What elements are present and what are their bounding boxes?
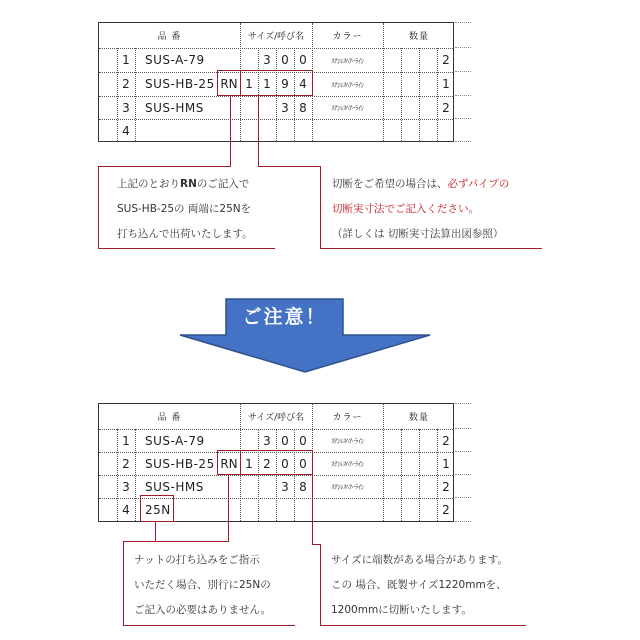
product-code: SUS-A-79 <box>145 433 205 448</box>
header-qty: 数量 <box>408 413 429 423</box>
size-digit: 4 <box>299 77 307 91</box>
color-value: ｽﾃﾝﾚｽﾍｱｰﾗｲﾝ <box>331 104 364 112</box>
col-divider <box>135 429 136 521</box>
col-divider <box>401 429 402 521</box>
highlight-rn-box <box>217 450 241 475</box>
table-edge-dots <box>455 521 471 522</box>
size-digit: 3 <box>281 100 289 115</box>
caution-label: ご注意！ <box>242 306 327 328</box>
table-edge-dots <box>455 497 471 498</box>
size-digit: 1 <box>263 77 271 91</box>
row-number: 1 <box>122 433 130 448</box>
size-digit: 0 <box>281 53 289 67</box>
table-edge-dots <box>455 403 471 404</box>
row-number: 1 <box>122 53 130 67</box>
size-digit: 8 <box>299 479 307 494</box>
color-value: ｽﾃﾝﾚｽﾍｱｰﾗｲﾝ <box>331 56 364 65</box>
header-product: 品 番 <box>157 413 182 423</box>
quantity: 2 <box>442 100 450 115</box>
table-edge-dots <box>455 428 471 429</box>
size-digit: 0 <box>299 433 307 448</box>
row-number: 2 <box>122 77 130 91</box>
table-edge-dots <box>455 474 471 475</box>
color-value: ｽﾃﾝﾚｽﾍｱｰﾗｲﾝ <box>331 460 364 468</box>
option-code: RN <box>220 456 238 471</box>
size-digit: 3 <box>263 433 271 448</box>
note-cutting-instruction: 切断をご希望の場合は、必ずパイプの 切断実寸法でご記入ください。 （詳しくは 切断実寸法算出図参照） <box>332 178 510 240</box>
table-edge-dots <box>455 451 471 452</box>
quantity: 2 <box>442 433 450 448</box>
header-size: サイズ/呼び名 <box>247 32 305 42</box>
callout-connector <box>320 544 321 626</box>
quantity: 2 <box>442 503 450 517</box>
callout-connector <box>123 541 229 542</box>
size-digit: 0 <box>299 456 307 471</box>
row-number: 4 <box>122 123 130 138</box>
quantity: 1 <box>442 456 450 471</box>
size-digit: 9 <box>281 77 289 91</box>
size-digit: 0 <box>281 433 289 448</box>
header-size: サイズ/呼び名 <box>247 413 305 423</box>
quantity: 2 <box>442 479 450 494</box>
callout-connector <box>312 475 313 545</box>
size-digit: 1 <box>245 77 253 91</box>
product-code: SUS-HMS <box>145 100 204 115</box>
row-number: 3 <box>122 479 130 494</box>
size-digit: 0 <box>281 456 289 471</box>
size-digit: 2 <box>263 456 271 471</box>
size-digit: 8 <box>299 100 307 115</box>
highlight-25n-box <box>140 495 174 522</box>
color-value: ｽﾃﾝﾚｽﾍｱｰﾗｲﾝ <box>331 483 364 491</box>
color-value: ｽﾃﾝﾚｽﾍｱｰﾗｲﾝ <box>331 437 364 445</box>
callout-connector <box>123 541 124 626</box>
note-nut-instruction: ナットの打ち込みをご指示 いただく場合、別行に25Nの ご記入の必要はありません。 <box>134 554 272 616</box>
product-code: SUS-A-79 <box>145 53 205 67</box>
note-rn-instruction: 上記のとおりRNのご記入で SUS-HB-25の 両端に25Nを 打ち込んで出荷いたします。 <box>117 178 253 240</box>
product-code: SUS-HB-25 <box>145 456 215 471</box>
header-color: カラー <box>332 32 363 42</box>
size-digit: 1 <box>245 456 253 471</box>
quantity: 1 <box>442 77 450 91</box>
callout-connector <box>155 522 156 542</box>
option-code: RN <box>220 77 238 91</box>
callout-connector <box>123 625 295 626</box>
row-number: 2 <box>122 456 130 471</box>
quantity: 2 <box>442 53 450 67</box>
row-number: 4 <box>122 503 130 517</box>
product-code: SUS-HMS <box>145 479 204 494</box>
color-value: ｽﾃﾝﾚｽﾍｱｰﾗｲﾝ <box>331 80 364 89</box>
size-digit: 3 <box>263 53 271 67</box>
col-divider <box>419 429 420 521</box>
header-qty: 数量 <box>408 32 429 42</box>
product-code: SUS-HB-25 <box>145 77 215 91</box>
header-color: カラー <box>332 413 363 423</box>
note-size-fraction: サイズに端数がある場合があります。 この 場合、既製サイズ1220mmを、 1200mmに切断いたします。 <box>331 554 508 616</box>
size-digit: 0 <box>299 53 307 67</box>
row-number: 3 <box>122 100 130 115</box>
highlight-size-box <box>240 450 313 475</box>
product-code: 25N <box>145 503 171 517</box>
size-digit: 3 <box>281 479 289 494</box>
callout-connector <box>320 625 526 626</box>
header-product: 品 番 <box>157 32 182 42</box>
callout-connector <box>228 475 229 542</box>
